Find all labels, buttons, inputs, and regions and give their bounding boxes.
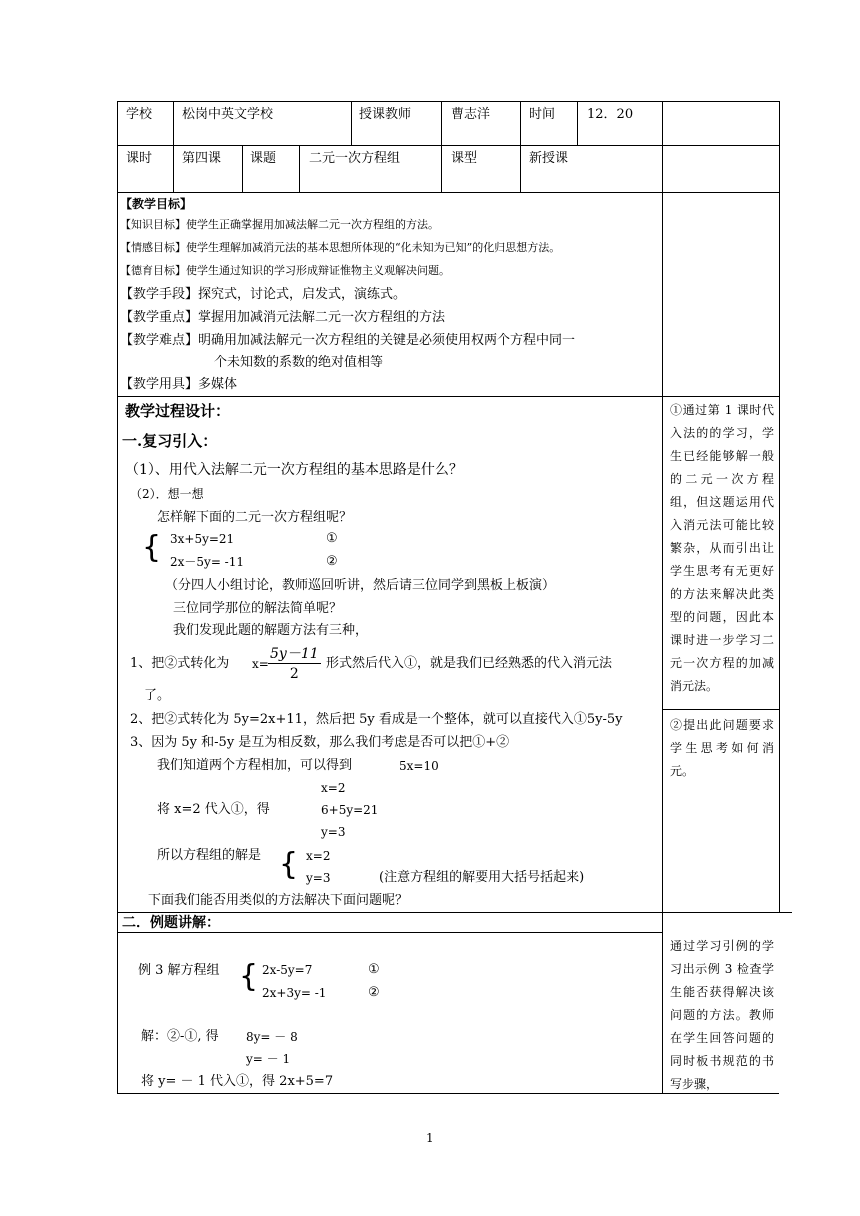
example-equation-2-mark: ② <box>368 985 380 1000</box>
discussion-note: （分四人小组讨论，教师巡回听讲，然后请三位同学到黑板上板演） <box>165 578 556 593</box>
substitute-equation: 6+5y=21 <box>321 803 379 817</box>
substitute-text: 将 x=2 代入①，得 <box>157 802 270 817</box>
example-equation-1: 2x-5y=7 <box>262 963 313 977</box>
fraction <box>268 643 321 682</box>
question-1: （1）、用代入法解二元一次方程组的基本思路是什么？ <box>125 462 463 478</box>
process-title: 教学过程设计： <box>125 402 231 420</box>
knowledge-objective: 【知识目标】使学生正确掌握用加减法解二元一次方程组的方法。 <box>120 218 439 231</box>
equation-1: 3x+5y=21 <box>170 532 235 546</box>
question-2: （2）．想一想 <box>130 487 204 501</box>
page-number: 1 <box>426 1131 434 1145</box>
method-1-prefix: 1、把②式转化为 <box>130 656 230 671</box>
example-brace: { <box>239 959 259 994</box>
question-2-sub: 怎样解下面的二元一次方程组呢？ <box>157 510 353 525</box>
solution-step-3: 将 y= － 1 代入①，得 2x+5=7 <box>141 1074 334 1089</box>
type-value: 新授课 <box>529 151 569 166</box>
teaching-difficulty: 【教学难点】明确用加减法解元一次方程组的关键是必须使用权两个方程中同一 <box>120 333 576 348</box>
method-2: 2、把②式转化为 5y=2x+11，然后把 5y 看成是一个整体，就可以直接代入①5y-5y <box>130 712 623 727</box>
time-label: 时间 <box>529 107 556 122</box>
equation-2-mark: ② <box>326 554 338 569</box>
next-question: 下面我们能否用类似的方法解决下面问题呢？ <box>148 893 409 908</box>
school-label: 学校 <box>126 107 153 122</box>
fraction-denominator: 2 <box>289 666 299 682</box>
solution-x: x=2 <box>306 849 331 863</box>
section1-title: 一.复习引入： <box>122 432 218 450</box>
method-1-tail: 了。 <box>144 688 171 703</box>
example-equation-1-mark: ① <box>368 962 380 977</box>
type-label: 课型 <box>451 151 478 166</box>
period-label: 课时 <box>126 151 153 166</box>
solution-step-1: 解：②-①, 得 <box>141 1029 219 1044</box>
teaching-tools: 【教学用具】多媒体 <box>120 377 238 392</box>
solution-y: y=3 <box>306 871 331 885</box>
teaching-key: 【教学重点】掌握用加减消元法解二元一次方程组的方法 <box>120 310 446 325</box>
section2-title: 二．例题讲解： <box>122 915 220 931</box>
topic-label: 课题 <box>250 151 277 166</box>
solution-note: (注意方程组的解要用大括号括起来) <box>379 870 585 885</box>
teacher-label: 授课教师 <box>359 107 412 122</box>
objectives-heading: 【教学目标】 <box>120 197 193 211</box>
solution-step-1-eq: 8y= － 8 <box>246 1030 298 1044</box>
equation-1-mark: ① <box>326 531 338 546</box>
emotion-objective: 【情感目标】使学生理解加减消元法的基本思想所体现的“化未知为已知”的化归思想方法。 <box>120 241 561 254</box>
teaching-means: 【教学手段】探究式，讨论式，启发式，演练式。 <box>120 287 407 302</box>
method-1-suffix: 形式然后代入①，就是我们已经熟悉的代入消元法 <box>326 656 613 671</box>
equation-2: 2x－5y= -11 <box>170 555 245 569</box>
side-note-1: ①通过第 1 课时代入法的的学习，学生已经能够解一般的二元一次方程组，但这题运用代入消元法可能比较繁杂，从而引出让学生思考有无更好的方法来解决此类型的问题，因此本课时进一步学习二元一次方程的加减消元法。 <box>670 403 774 693</box>
time-value: 12．20 <box>587 107 634 122</box>
school-value: 松岗中英文学校 <box>182 107 274 122</box>
which-simpler: 三位同学那位的解法简单呢？ <box>173 601 343 616</box>
solution-step-2-eq: y= － 1 <box>246 1052 291 1066</box>
fraction-numerator: 5y－11 <box>268 643 321 664</box>
example-label: 例 3 解方程组 <box>138 963 220 978</box>
three-methods: 我们发现此题的解题方法有三种， <box>173 623 369 638</box>
moral-objective: 【德育目标】使学生通过知识的学习形成辩证惟物主义观解决问题。 <box>120 264 450 277</box>
side-note-3: 通过学习引例的学习出示例 3 检查学生能否获得解决该问题的方法。教师在学生回答问题的同时板书规范的书写步骤， <box>670 939 774 1091</box>
solution-prefix: 所以方程组的解是 <box>157 848 262 863</box>
teacher-value: 曹志洋 <box>451 107 491 122</box>
solution-brace: { <box>279 847 299 882</box>
period-value: 第四课 <box>182 151 222 166</box>
x-value: x=2 <box>321 781 346 795</box>
add-know: 我们知道两个方程相加，可以得到 <box>157 758 353 773</box>
topic-value: 二元一次方程组 <box>309 151 401 166</box>
y-value: y=3 <box>321 825 346 839</box>
system-brace: { <box>142 530 162 565</box>
add-result: 5x=10 <box>399 759 439 773</box>
side-note-2: ②提出此问题要求学生思考如何消元。 <box>670 718 774 778</box>
teaching-difficulty-cont: 个未知数的系数的绝对值相等 <box>214 355 384 370</box>
example-equation-2: 2x+3y= -1 <box>262 986 327 1000</box>
method-1-x: x= <box>252 657 269 671</box>
method-3: 3、因为 5y 和-5y 是互为相反数，那么我们考虑是否可以把①+② <box>130 735 510 750</box>
